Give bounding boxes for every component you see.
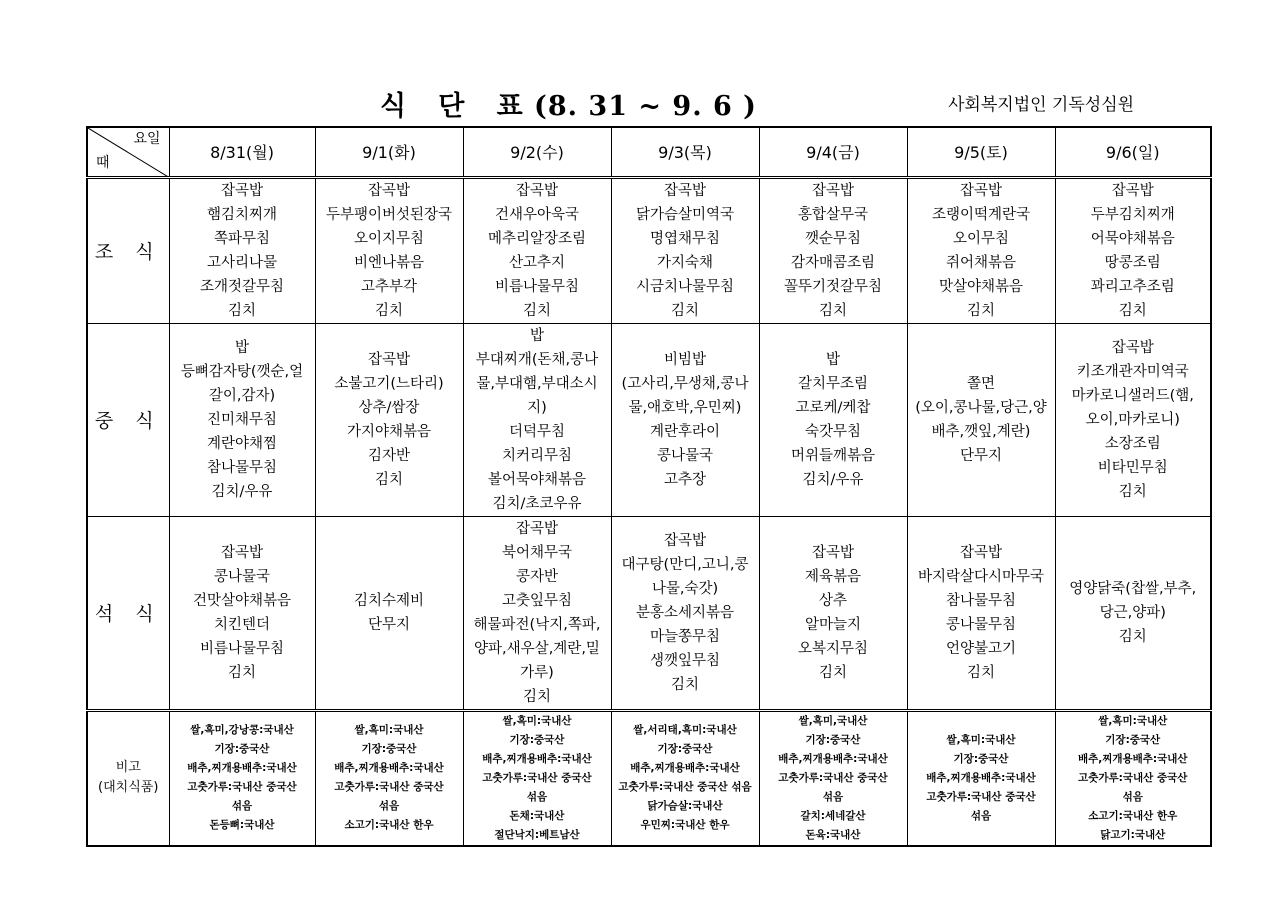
origin-item: 쌀,흑미:국내산 [502,714,572,727]
menu-item: 가지야채볶음 [346,423,432,440]
menu-item: 잡곡밥 [367,351,411,368]
menu-items [612,348,759,492]
menu-item: 계란야채찜 [206,435,278,452]
notes-cell [169,710,315,846]
menu-item: 김치 [374,302,403,319]
notes-cell [1055,710,1211,846]
origin-item: 기장:중국산 [214,743,270,755]
menu-items [760,179,907,323]
menu-cell [463,177,611,323]
menu-item: 언양불고기 [945,640,1017,657]
day-header: 9/6(일) [1055,127,1211,177]
menu-item: 숙갓무침 [804,423,862,440]
origin-item: 섞음 [822,790,844,803]
origin-list [612,721,759,835]
menu-item: 잡곡밥 [220,544,264,561]
corner-day-label: 요일 [133,131,161,147]
menu-item: 김치 [227,302,256,319]
meal-row-lunch [87,323,1211,516]
menu-item: 깻순무침 [804,230,862,247]
corner-cell [87,127,169,177]
menu-items [464,517,611,709]
menu-item: 생깻잎무침 [649,652,721,669]
menu-item: 잡곡밥 [663,182,707,199]
meal-row-dinner [87,516,1211,710]
menu-items [760,541,907,685]
menu-item: 홍합살무국 [797,206,869,223]
menu-item: 잡곡밥 [515,520,559,537]
menu-item: 쫄면 [966,375,995,392]
menu-item: 비빔밥 [663,351,707,368]
origin-item: 기장:중국산 [1105,733,1161,746]
origin-item: 배추,찌개용배추:국내산 [187,762,297,774]
origin-item: 닭가슴살:국내산 [647,800,723,812]
menu-item: 김치 [966,302,995,319]
menu-item: 잡곡밥 [959,544,1003,561]
menu-item: 햄김치찌개 [206,206,278,223]
origin-item: 배추,찌개용배추:국내산 [482,752,592,765]
origin-item: 돈등뼈:국내산 [209,819,275,831]
menu-item: 치커리무침 [501,447,573,464]
menu-item: 비름나물무침 [494,278,580,295]
menu-cell [759,177,907,323]
menu-item: 바지락살다시마무국 [917,568,1045,585]
menu-items [1056,179,1211,323]
origin-item: 돈육:국내산 [805,828,861,841]
menu-item: 꽈리고추조림 [1090,278,1175,295]
origin-item: 섞음 [970,809,992,822]
menu-item: 고추장 [663,471,707,488]
menu-item: 고추부각 [360,278,418,295]
menu-item: 치킨텐더 [213,616,271,633]
menu-item: 알마늘지 [804,616,862,633]
menu-item: 참나물무침 [945,592,1017,609]
menu-items [612,179,759,323]
menu-item: 등뼈감자탕(깻순,얼 [180,363,304,380]
menu-item: 머위들깨볶음 [790,447,876,464]
menu-item: 더덕무침 [508,423,566,440]
menu-items [908,541,1055,685]
menu-item: 영양닭죽(찹쌀,부추, [1069,580,1197,597]
menu-item: 고춧잎무침 [501,592,573,609]
menu-item: 분홍소세지볶음 [635,604,735,621]
menu-items [760,348,907,492]
origin-item: 소고기:국내산 한우 [1088,809,1178,822]
menu-item: 지) [527,399,547,416]
menu-item: 진미채무침 [206,411,278,428]
origin-item: 갈치:세네갈산 [800,809,866,822]
origin-list [908,731,1055,826]
menu-cell [611,177,759,323]
menu-item: 김치 [227,664,256,681]
menu-item: 김치 [522,688,551,705]
origin-item: 배추,찌개용배추:국내산 [334,762,444,774]
origin-item: 쌀,흑미:국내산 [1098,714,1168,727]
notes-cell [759,710,907,846]
menu-item: 당근,양파) [1099,604,1166,621]
origin-item: 쌀,흑미:국내산 [354,724,424,736]
menu-item: 양파,새우살,계란,밀 [474,640,600,657]
menu-item: 나물,숙갓) [651,580,719,597]
menu-item: 쥐어채볶음 [945,254,1017,271]
menu-item: 콩자반 [515,568,559,585]
origin-item: 섞음 [378,800,400,812]
menu-item: 해물파전(낙지,쪽파, [473,616,601,633]
origin-list [316,721,463,835]
menu-items [1056,336,1211,504]
menu-item: 가루) [520,664,554,681]
menu-cell [759,516,907,710]
page-title: 식 단 표 (8. 31 ~ 9. 6 ) [380,91,757,122]
notes-cell [463,710,611,846]
menu-item: 키조개관자미역국 [1076,363,1189,380]
menu-item: 김치 [670,302,699,319]
notes-row [87,710,1211,846]
menu-item: 고사리나물 [206,254,278,271]
origin-item: 섞음 [231,800,253,812]
menu-item: 꼴뚜기젓갈무침 [783,278,883,295]
menu-item: 건새우아욱국 [494,206,580,223]
menu-items [316,179,463,323]
menu-item: 두부팽이버섯된장국 [325,206,453,223]
menu-item: 볼어묵야채볶음 [487,471,587,488]
menu-item: 잡곡밥 [663,532,707,549]
menu-cell [315,177,463,323]
menu-item: 잡곡밥 [515,182,559,199]
menu-item: 김치 [1118,483,1147,500]
origin-list [170,721,315,835]
menu-cell [759,323,907,516]
origin-item: 고춧가루:국내산 중국산 섞음 [618,781,752,793]
menu-item: 김치 [966,664,995,681]
origin-item: 우민찌:국내산 한우 [640,819,730,831]
notes-label-line: (대치식품) [98,780,159,795]
menu-item: 마카로니샐러드(햄, [1071,387,1194,404]
menu-item: 콩나물무침 [945,616,1017,633]
origin-item: 고춧가루:국내산 중국산 [482,771,592,784]
menu-items [464,179,611,323]
menu-item: 상추 [818,592,847,609]
menu-item: 산고추지 [508,254,566,271]
meal-label: 중 식 [87,323,169,516]
menu-cell [611,323,759,516]
notes-label-line: 비고 [115,760,141,775]
menu-cell [611,516,759,710]
origin-item: 기장:중국산 [509,733,565,746]
menu-items [1056,577,1211,649]
menu-item: 잡곡밥 [811,182,855,199]
menu-item: 갈치무조림 [797,375,869,392]
menu-item: 김치/초코우유 [492,495,582,512]
menu-item: 상추/쌈장 [358,399,420,416]
menu-items [316,589,463,637]
menu-item: 콩나물국 [213,568,271,585]
menu-items [170,179,315,323]
menu-item: 단무지 [367,616,411,633]
notes-cell [611,710,759,846]
menu-item: 잡곡밥 [367,182,411,199]
day-header: 9/2(수) [463,127,611,177]
menu-item: 비엔나볶음 [353,254,425,271]
menu-item: 두부김치찌개 [1090,206,1175,223]
origin-list [1056,712,1211,845]
menu-item: 물,부대햄,부대소시 [476,375,598,392]
menu-item: 잡곡밥 [1111,339,1154,356]
menu-item: 김치 [818,302,847,319]
menu-cell [1055,323,1211,516]
menu-items [464,324,611,516]
menu-cell [169,177,315,323]
menu-item: 건맛살야채볶음 [192,592,292,609]
origin-item: 섞음 [1122,790,1143,803]
menu-item: 오복지무침 [797,640,869,657]
day-header: 9/3(목) [611,127,759,177]
menu-items [316,348,463,492]
menu-item: 명엽채무침 [649,230,721,247]
menu-cell [463,323,611,516]
origin-item: 섞음 [526,790,548,803]
menu-item: 김치수제비 [353,592,425,609]
menu-item: 김치 [818,664,847,681]
menu-cell [315,323,463,516]
menu-item: 맛살야채볶음 [938,278,1024,295]
origin-item: 고춧가루:국내산 중국산 [926,790,1036,803]
menu-items [170,336,315,504]
menu-item: 단무지 [959,447,1003,464]
menu-item: 물,애호박,우민찌) [628,399,742,416]
menu-item: 부대찌개(돈채,콩나 [475,351,599,368]
menu-item: 시금치나물무침 [635,278,735,295]
menu-item: 김치/우유 [802,471,864,488]
menu-item: 오이지무침 [353,230,425,247]
menu-item: 잡곡밥 [1111,182,1154,199]
menu-cell [907,177,1055,323]
corner-time-label: 때 [96,154,110,171]
origin-item: 닭고기:국내산 [1100,828,1166,841]
origin-item: 쌀,흑미:국내산 [946,733,1016,746]
origin-item: 기장:중국산 [361,743,417,755]
menu-items [908,372,1055,468]
origin-item: 돈채:국내산 [509,809,565,822]
menu-cell [907,516,1055,710]
origin-item: 배추,찌개용배추:국내산 [630,762,740,774]
origin-item: 소고기:국내산 한우 [344,819,434,831]
menu-item: 비타민무침 [1097,459,1168,476]
menu-item: 갈이,감자) [208,387,276,404]
menu-cell [463,516,611,710]
menu-table [86,126,1212,847]
menu-item: 마늘쫑무침 [649,628,721,645]
menu-cell [907,323,1055,516]
menu-item: 잡곡밥 [959,182,1003,199]
menu-item: 밥 [825,351,840,368]
menu-items [612,529,759,697]
menu-cell [315,516,463,710]
menu-item: (고사리,무생채,콩나 [621,375,749,392]
origin-item: 고춧가루:국내산 중국산 [1078,771,1188,784]
menu-item: 밥 [529,327,544,344]
day-header: 9/5(토) [907,127,1055,177]
menu-item: 감자매콤조림 [790,254,876,271]
menu-cell [1055,516,1211,710]
menu-item: 잡곡밥 [220,182,264,199]
organization-name: 사회복지법인 기독성심원 [948,95,1135,115]
meal-label: 석 식 [87,516,169,710]
origin-item: 배추,찌개용배추:국내산 [1077,752,1188,765]
menu-item: 콩나물국 [656,447,714,464]
origin-item: 고춧가루:국내산 중국산 [334,781,444,793]
origin-item: 고춧가루:국내산 중국산 [778,771,888,784]
notes-cell [907,710,1055,846]
menu-item: 대구탕(만디,고니,콩 [621,556,749,573]
day-header: 9/1(화) [315,127,463,177]
menu-item: 제육볶음 [804,568,862,585]
origin-item: 절단낙지:베트남산 [494,828,580,841]
menu-item: 어묵야채볶음 [1090,230,1175,247]
menu-item: 고로케/케찹 [795,399,871,416]
day-header: 9/4(금) [759,127,907,177]
menu-item: 김치 [374,471,403,488]
menu-item: 밥 [234,339,249,356]
menu-item: 계란후라이 [649,423,721,440]
menu-item: 메추리알장조림 [487,230,587,247]
menu-item: 가지숙채 [656,254,714,271]
menu-item: (오이,콩나물,당근,양 [915,399,1047,416]
meal-row-breakfast [87,177,1211,323]
meal-label: 조 식 [87,177,169,323]
menu-item: 소장조림 [1104,435,1161,452]
menu-item: 조개젓갈무침 [199,278,285,295]
menu-item: 김치/우유 [211,483,273,500]
menu-item: 닭가슴살미역국 [635,206,735,223]
menu-item: 배추,깻잎,계란) [931,423,1031,440]
menu-items [908,179,1055,323]
origin-list [760,712,907,845]
menu-item: 쪽파무침 [213,230,271,247]
origin-item: 쌀,흑미,국내산 [798,714,868,727]
origin-item: 배추,찌개용배추:국내산 [778,752,888,765]
menu-item: 오이무침 [952,230,1010,247]
day-header: 8/31(월) [169,127,315,177]
notes-cell [315,710,463,846]
header-row [87,127,1211,177]
origin-list [464,712,611,845]
origin-item: 배추,찌개용배추:국내산 [926,771,1036,784]
origin-item: 쌀,흑미,강낭콩:국내산 [190,724,294,736]
menu-item: 김치 [522,302,551,319]
origin-item: 기장:중국산 [953,752,1009,765]
menu-cell [1055,177,1211,323]
menu-cell [169,323,315,516]
menu-item: 북어채무국 [501,544,573,561]
menu-item: 땅콩조림 [1104,254,1161,271]
menu-item: 비름나물무침 [199,640,285,657]
menu-item: 소불고기(느타리) [334,375,444,392]
menu-item: 김치 [670,676,699,693]
menu-cell [169,516,315,710]
menu-items [170,541,315,685]
menu-item: 김치 [1118,302,1147,319]
menu-item: 조랭이떡계란국 [931,206,1031,223]
menu-item: 참나물무침 [206,459,278,476]
origin-item: 고춧가루:국내산 중국산 [187,781,297,793]
menu-item: 오이,마카로니) [1085,411,1180,428]
origin-item: 기장:중국산 [657,743,713,755]
origin-item: 쌀,서리태,흑미:국내산 [633,724,737,736]
notes-label [87,710,169,846]
menu-item: 김치 [1118,628,1147,645]
menu-item: 김자반 [367,447,411,464]
origin-item: 기장:중국산 [805,733,861,746]
menu-item: 잡곡밥 [811,544,855,561]
